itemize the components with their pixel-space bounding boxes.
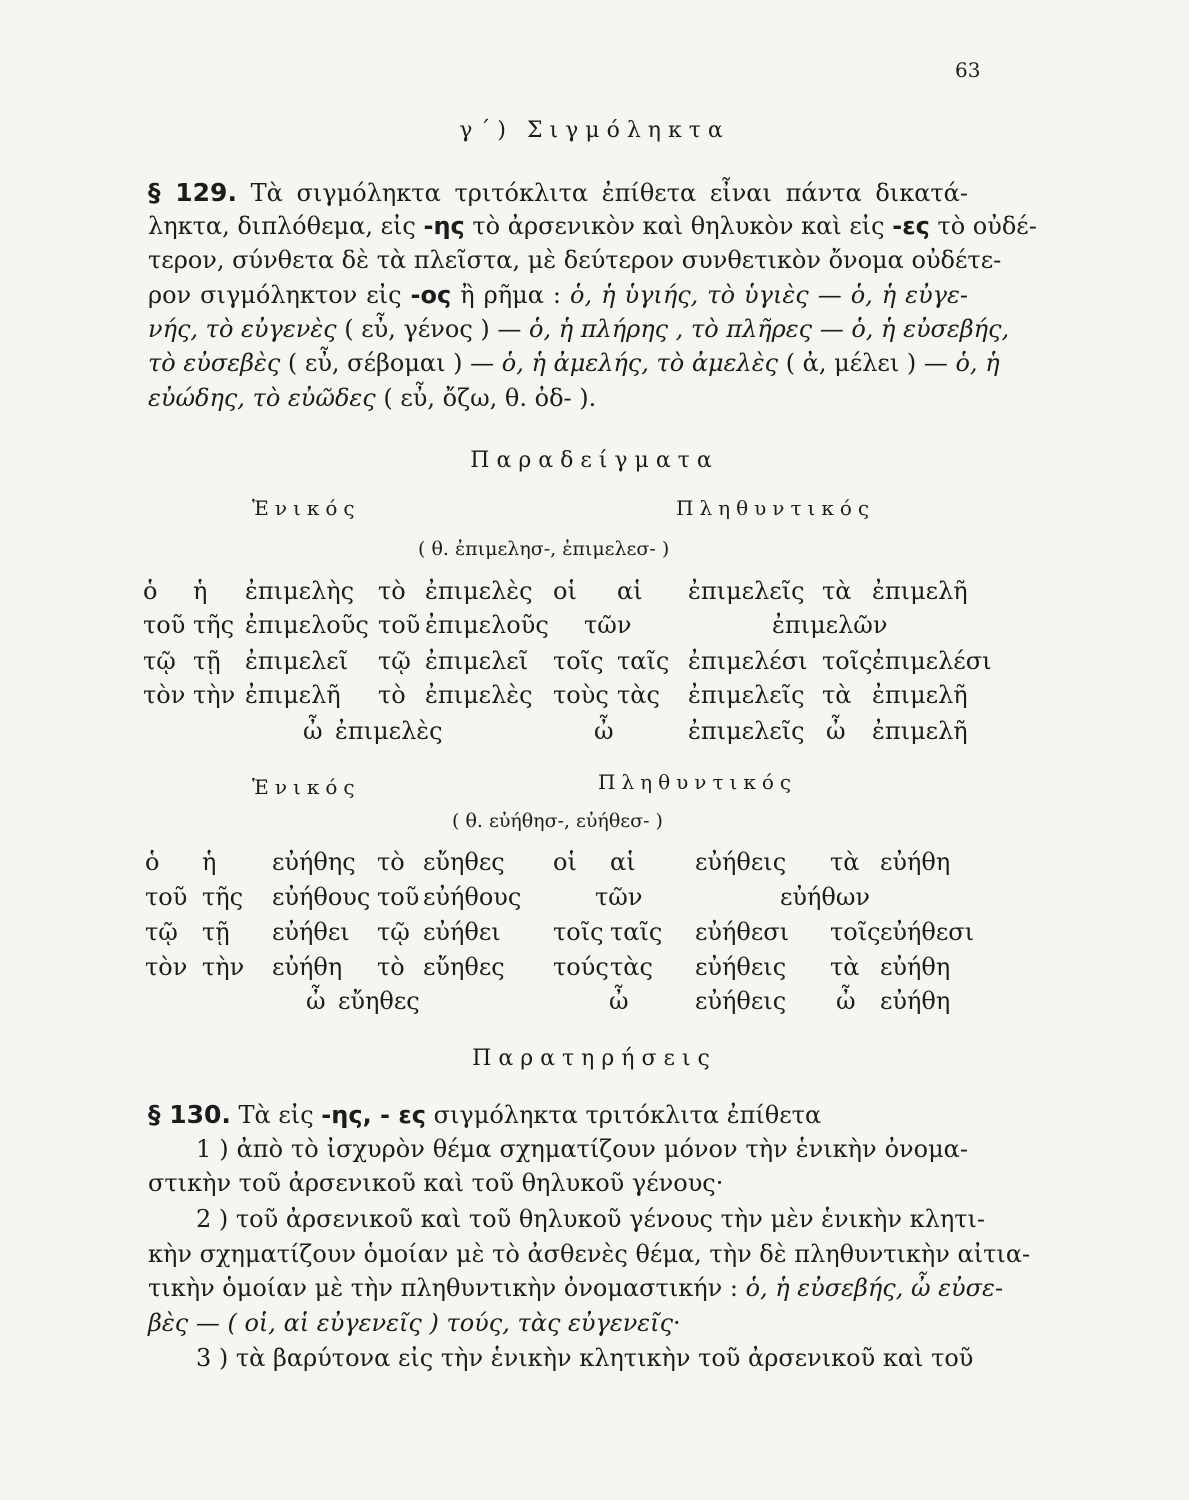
table-cell: ἐπιμελῆ [872, 681, 968, 709]
table-cell: τὰ [830, 953, 860, 981]
table-cell: ἐπιμελεῖ [425, 647, 529, 675]
table-cell: τοῖς [553, 647, 604, 675]
table-cell: ἐπιμελεῖς [688, 681, 805, 709]
table-cell: τῶν [595, 883, 643, 911]
text-run: ἢ ρῆμα : [451, 281, 571, 309]
table-cell: εὔηθες [423, 953, 505, 981]
table-cell: εὐήθη [880, 848, 951, 876]
table-cell: τούς [553, 953, 609, 981]
text-run: ( ἀ, μέλει ) — [778, 349, 956, 377]
table-cell: εὐήθους [423, 883, 522, 911]
note-3-line-1: 3 ) τὰ βαρύτονα εἰς τὴν ἑνικὴν κλητικὴν τοῦ ἀρσενικοῦ καὶ τοῦ [196, 1344, 974, 1372]
text-run: τὸ ἀρσενικὸν καὶ θηλυκὸν καὶ εἰς [464, 212, 893, 240]
text-run: ( εὖ, γένος ) — [336, 315, 530, 343]
paragraph-129-line-6 [148, 349, 1000, 377]
table-cell: εὐήθων [780, 883, 871, 911]
table-cell: εὐήθεσι [880, 918, 975, 946]
text-run: τὸ οὐδέ- [929, 212, 1037, 240]
table-cell: τῷ [377, 918, 410, 946]
table-cell: τῶν [584, 611, 632, 639]
table-cell: εὐήθη [880, 987, 951, 1015]
table-cell: εὐήθεσι [695, 918, 790, 946]
table-cell: εὐήθει [272, 918, 350, 946]
singular-label-2: Ἑνικός [252, 775, 361, 799]
table-cell: εὔηθες [338, 987, 420, 1015]
theme-2: ( θ. εὐήθησ-, εὐήθεσ- ) [452, 810, 663, 832]
table-cell: ἐπιμελοῦς [425, 611, 549, 639]
table-cell: ἐπιμελῆ [872, 577, 968, 605]
theme-1: ( θ. ἐπιμελησ-, ἐπιμελεσ- ) [418, 538, 670, 560]
table-cell: ἐπιμελὲς [425, 681, 533, 709]
table-cell: τοῖς [553, 918, 604, 946]
text-run: εὐώδης, τὸ εὐῶδες [148, 384, 376, 412]
text-run: ὁ, ἡ πλήρης , τὸ πλῆρες — ὁ, ἡ εὐσεβής, [529, 315, 1010, 343]
table-cell: τοῖς [822, 647, 873, 675]
paragraph-129-line-1: § 129. Τὰ σιγμόληκτα τριτόκλιτα ἐπίθετα εἶναι πάντα δικατά- [148, 178, 968, 207]
note-1-line-2: στικὴν τοῦ ἀρσενικοῦ καὶ τοῦ θηλυκοῦ γένους· [148, 1169, 724, 1197]
table-cell: εὐήθη [272, 953, 343, 981]
paragraph-129-line-3: τερον, σύνθετα δὲ τὰ πλεῖστα, μὲ δεύτερον συνθετικὸν ὄνομα οὐδέτε- [148, 246, 1002, 274]
text-run: ὁ, ἡ εὐσεβής, ὦ εὐσε- [745, 1274, 1003, 1302]
table-cell: τὴν [202, 953, 245, 981]
table-cell: ὦ [826, 717, 846, 745]
text-run: νής, τὸ εὐγενὲς [148, 315, 337, 343]
table-cell: ὁ [145, 848, 160, 876]
text-run: ληκτα, διπλόθεμα, εἰς [148, 212, 424, 240]
table-cell: εὐήθους [272, 883, 371, 911]
note-2-line-1: 2 ) τοῦ ἀρσενικοῦ καὶ τοῦ θηλυκοῦ γένους τὴν μὲν ἑνικὴν κλητι- [196, 1205, 986, 1233]
table-cell: τὰς [617, 681, 660, 709]
table-cell: ἐπιμελεῖς [688, 717, 805, 745]
paragraph-129-line-5 [148, 315, 1010, 343]
section-heading: γ΄) Σιγμόληκτα [459, 118, 730, 143]
text-run: τικὴν ὁμοίαν μὲ τὴν πληθυντικὴν ὀνομαστικήν : [148, 1274, 746, 1302]
table-cell: τὸν [145, 953, 188, 981]
section-number-130: § 130. [148, 1100, 231, 1129]
note-1-line-1: 1 ) ἀπὸ τὸ ἰσχυρὸν θέμα σχηματίζουν μόνον τὴν ἑνικὴν ὀνομα- [196, 1135, 968, 1163]
text-run: -ης [423, 212, 465, 240]
text-run: ( εὖ, ὄζω, θ. ὀδ- ). [375, 384, 597, 412]
table-cell: τοῦ [145, 883, 188, 911]
table-cell: ἐπιμελεῖ [245, 647, 349, 675]
table-cell: ἐπιμελὲς [425, 577, 533, 605]
note-2-line-2: κὴν σχηματίζουν ὁμοίαν μὲ τὸ ἀσθενὲς θέμα, τὴν δὲ πληθυντικὴν αἰτια- [148, 1240, 1031, 1268]
table-cell: τὰ [830, 848, 860, 876]
table-cell: ἐπιμελῆ [245, 681, 341, 709]
paragraph-130-intro [148, 1100, 968, 1129]
table-cell: ἐπιμελέσι [688, 647, 808, 675]
table-cell: τοῖς [830, 918, 881, 946]
text-run: ὁ, ἡ ἀμελής, τὸ ἀμελὲς [501, 349, 779, 377]
plural-label-2: Πληθυντικός [598, 770, 798, 794]
table-cell: τοῦ [378, 611, 421, 639]
table-cell: εὔηθες [423, 848, 505, 876]
table-cell: ταῖς [617, 647, 670, 675]
table-cell: ἐπιμελοῦς [245, 611, 369, 639]
table-cell: ἐπιμελῶν [772, 611, 888, 639]
table-cell: τὴν [193, 681, 236, 709]
text-run: σιγμόληκτα τριτόκλιτα ἐπίθετα [425, 1101, 822, 1129]
table-cell: εὐήθεις [695, 953, 787, 981]
table-cell: ὦ [594, 717, 614, 745]
table-cell: ἡ [193, 577, 208, 605]
table-cell: τοῦ [143, 611, 186, 639]
examples-heading: Παραδείγματα [470, 448, 719, 473]
table-cell: ὦ [306, 987, 326, 1015]
table-cell: αἱ [617, 577, 643, 605]
table-cell: ἐπιμελὴς [245, 577, 355, 605]
note-2-line-3 [148, 1274, 1003, 1302]
section-number-129: § 129. [148, 178, 237, 207]
table-cell: ὦ [836, 987, 856, 1015]
text-run: ( εὖ, σέβομαι ) — [280, 349, 502, 377]
table-cell: εὐήθεις [695, 848, 787, 876]
table-cell: οἱ [553, 577, 577, 605]
table-cell: ὦ [303, 717, 323, 745]
note-2-line-4 [148, 1309, 968, 1337]
singular-label-1: Ἑνικός [252, 496, 361, 520]
table-cell: τῷ [378, 647, 411, 675]
table-cell: τὸ [378, 577, 406, 605]
table-cell: τοὺς [553, 681, 609, 709]
table-cell: αἱ [610, 848, 636, 876]
text-run: βὲς — ( οἱ, αἱ εὐγενεῖς ) τούς, τὰς εὐγενεῖς [148, 1309, 674, 1337]
page-number: 63 [955, 58, 981, 82]
text-run: τὸ εὐσεβὲς [148, 349, 281, 377]
table-cell: τοῦ [377, 883, 420, 911]
text-run: -ος [410, 281, 452, 309]
table-cell: τῆς [193, 611, 235, 639]
table-cell: τῇ [202, 918, 230, 946]
table-cell: ταῖς [610, 918, 663, 946]
table-cell: τῇ [193, 647, 221, 675]
text-run: · [673, 1309, 681, 1337]
table-cell: ἡ [202, 848, 217, 876]
table-cell: οἱ [553, 848, 577, 876]
table-cell: τῷ [145, 918, 178, 946]
text-run: ὁ, ἡ ὑγιής, τὸ ὑγιὲς — ὁ, ἡ εὐγε- [570, 281, 968, 309]
table-cell: τὸν [143, 681, 186, 709]
table-cell: ὦ [609, 987, 629, 1015]
table-cell: τὰ [822, 577, 852, 605]
table-cell: τὰς [610, 953, 653, 981]
table-cell: τῆς [202, 883, 244, 911]
table-cell: τὰ [822, 681, 852, 709]
table-cell: τῷ [143, 647, 176, 675]
table-cell: εὐήθεις [695, 987, 787, 1015]
table-cell: εὐήθη [880, 953, 951, 981]
text-run: ὁ, ἡ [955, 349, 1000, 377]
table-cell: ἐπιμελῆ [872, 717, 968, 745]
table-cell: τὸ [378, 681, 406, 709]
table-cell: εὐήθει [423, 918, 501, 946]
paragraph-129-line-7 [148, 384, 968, 412]
plural-label-1: Πληθυντικός [676, 496, 876, 520]
table-cell: ἐπιμελέσι [872, 647, 992, 675]
paragraph-129-line-4 [148, 281, 968, 309]
text-run: -ης, - ες [321, 1101, 426, 1129]
paragraph-129-line-2 [148, 212, 1037, 240]
table-cell: εὐήθης [272, 848, 356, 876]
table-cell: ἐπιμελεῖς [688, 577, 805, 605]
text-run: -ες [892, 212, 930, 240]
table-cell: τὸ [377, 848, 405, 876]
notes-heading: Παρατηρήσεις [472, 1046, 717, 1071]
text-run: ρον σιγμόληκτον εἰς [148, 281, 411, 309]
table-cell: ὁ [143, 577, 158, 605]
table-cell: ἐπιμελὲς [335, 717, 443, 745]
table-cell: τὸ [377, 953, 405, 981]
text-run: Τὰ εἰς [238, 1101, 322, 1129]
